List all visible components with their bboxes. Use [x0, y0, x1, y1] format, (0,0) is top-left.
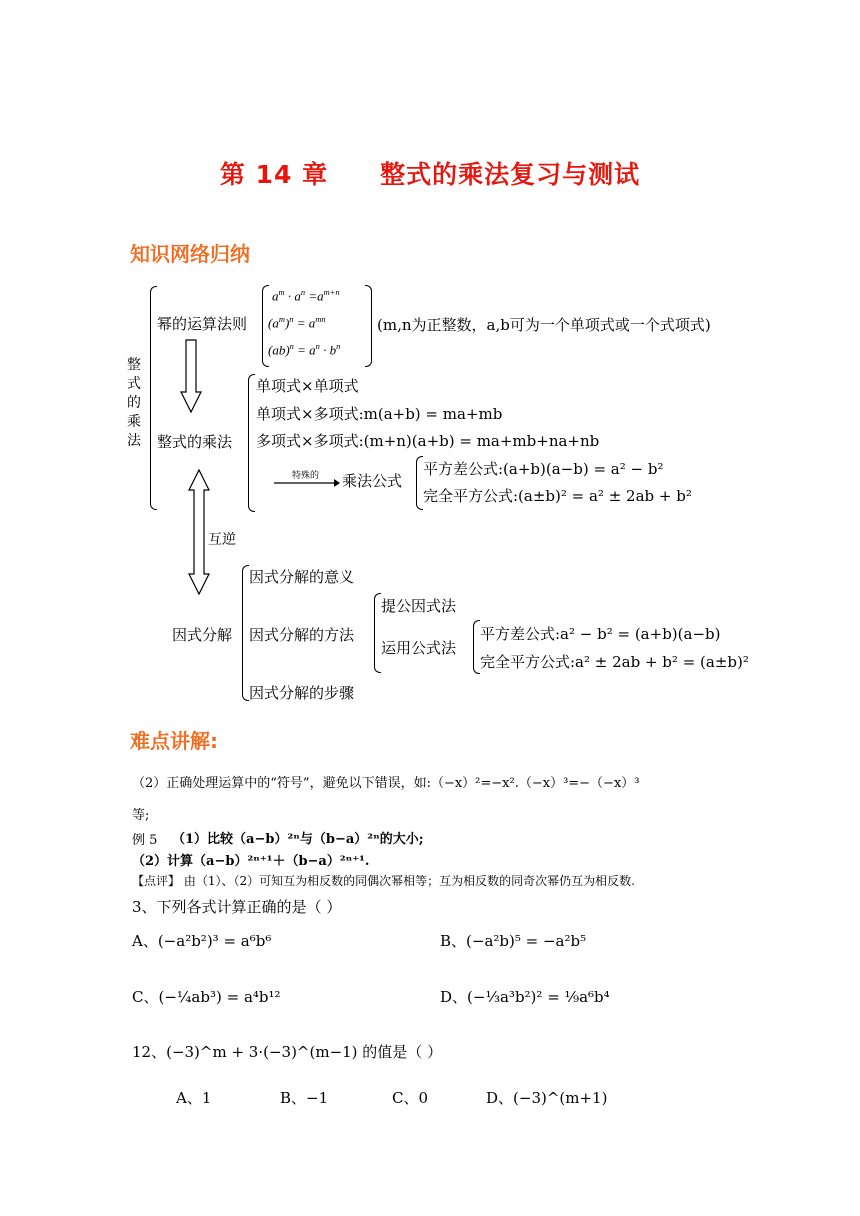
note-continued: 等; [132, 808, 150, 823]
perfect-square-formula: 完全平方公式:(a±b)² = a² ± 2ab + b² [423, 487, 692, 505]
question-12-stem: 12、(−3)^m + 3·(−3)^(m−1) 的值是（ ） [132, 1043, 443, 1061]
factor-steps: 因式分解的步骤 [249, 684, 355, 702]
question-3-option-d: D、(−⅓a³b²)² = ⅑a⁶b⁴ [440, 988, 610, 1006]
chapter-number: 第 14 章 [219, 160, 329, 189]
inverse-label: 互逆 [208, 532, 236, 548]
formula-label: 乘法公式 [342, 472, 403, 490]
special-arrow-label: 特殊的 [292, 471, 320, 481]
question-12-option-d: D、(−3)^(m+1) [486, 1089, 608, 1107]
factorization-brace [242, 565, 249, 701]
mult-mono-poly: 单项式×多项式:m(a+b) = ma+mb [256, 405, 503, 423]
double-arrow-icon [188, 470, 210, 596]
factor-diff-squares: 平方差公式:a² − b² = (a+b)(a−b) [480, 625, 721, 643]
right-arrow-icon [274, 478, 340, 488]
factorization-label: 因式分解 [172, 626, 233, 644]
question-12-option-c: C、0 [392, 1089, 429, 1107]
factor-method: 因式分解的方法 [249, 626, 355, 644]
mult-mono-mono: 单项式×单项式 [256, 377, 359, 395]
note-sign-handling: （2）正确处理运算中的“符号”，避免以下错误，如:（−x）²=−x².（−x）³=−（−x）³ [132, 776, 640, 791]
common-factor-method: 提公因式法 [381, 597, 457, 615]
question-12-option-a: A、1 [176, 1089, 212, 1107]
factor-perfect-square: 完全平方公式:a² ± 2ab + b² = (a±b)² [480, 653, 749, 671]
example-question-1: （1）比较（a−b）²ⁿ与（b−a）²ⁿ的大小; [172, 832, 424, 847]
formula-method: 运用公式法 [381, 639, 457, 657]
power-rule-2: $(a^m)^n = a^{mn}$ [268, 314, 326, 331]
multiplication-label: 整式的乘法 [157, 433, 233, 451]
formula-method-brace [473, 620, 480, 674]
question-3-option-a: A、(−a²b²)³ = a⁶b⁶ [132, 932, 272, 950]
section-heading-difficulty: 难点讲解: [130, 729, 218, 753]
section-heading-knowledge: 知识网络归纳 [130, 242, 250, 266]
formula-brace [416, 456, 423, 510]
power-rules-label: 幂的运算法则 [157, 315, 248, 333]
page-title [0, 155, 860, 191]
power-rules-right-brace [365, 285, 372, 367]
power-condition: (m,n为正整数，a,b可为一个单项式或一个式项式) [377, 316, 711, 334]
multiplication-brace [248, 374, 255, 512]
root-brace [150, 286, 157, 510]
mult-poly-poly: 多项式×多项式:(m+n)(a+b) = ma+mb+na+nb [256, 432, 600, 450]
chapter-title: 整式的乘法复习与测试 [380, 160, 641, 189]
question-3-stem: 3、下列各式计算正确的是（ ） [132, 898, 342, 916]
question-12-option-b: B、−1 [280, 1089, 329, 1107]
example-question-2: （2）计算（a−b）²ⁿ⁺¹＋（b−a）²ⁿ⁺¹. [132, 854, 370, 869]
power-rule-3: $(ab)^n = a^n \cdot b^n$ [268, 341, 341, 358]
factor-meaning: 因式分解的意义 [249, 568, 355, 586]
down-arrow-icon [180, 340, 202, 414]
factor-method-brace [374, 593, 381, 673]
power-rule-1: $a^m \cdot a^n =a^{m+n}$ [272, 287, 340, 304]
comment: 【点评】 由（1）、（2）可知互为相反数的同偶次幂相等；互为相反数的同奇次幂仍互为相反数. [132, 874, 635, 888]
diff-squares-formula: 平方差公式:(a+b)(a−b) = a² − b² [423, 460, 664, 478]
question-3-option-b: B、(−a²b)⁵ = −a²b⁵ [440, 932, 587, 950]
root-label: 整 式 的 乘 法 [127, 357, 141, 449]
question-3-option-c: C、(−¼ab³) = a⁴b¹² [132, 988, 281, 1006]
example-label: 例 5 [132, 833, 158, 848]
